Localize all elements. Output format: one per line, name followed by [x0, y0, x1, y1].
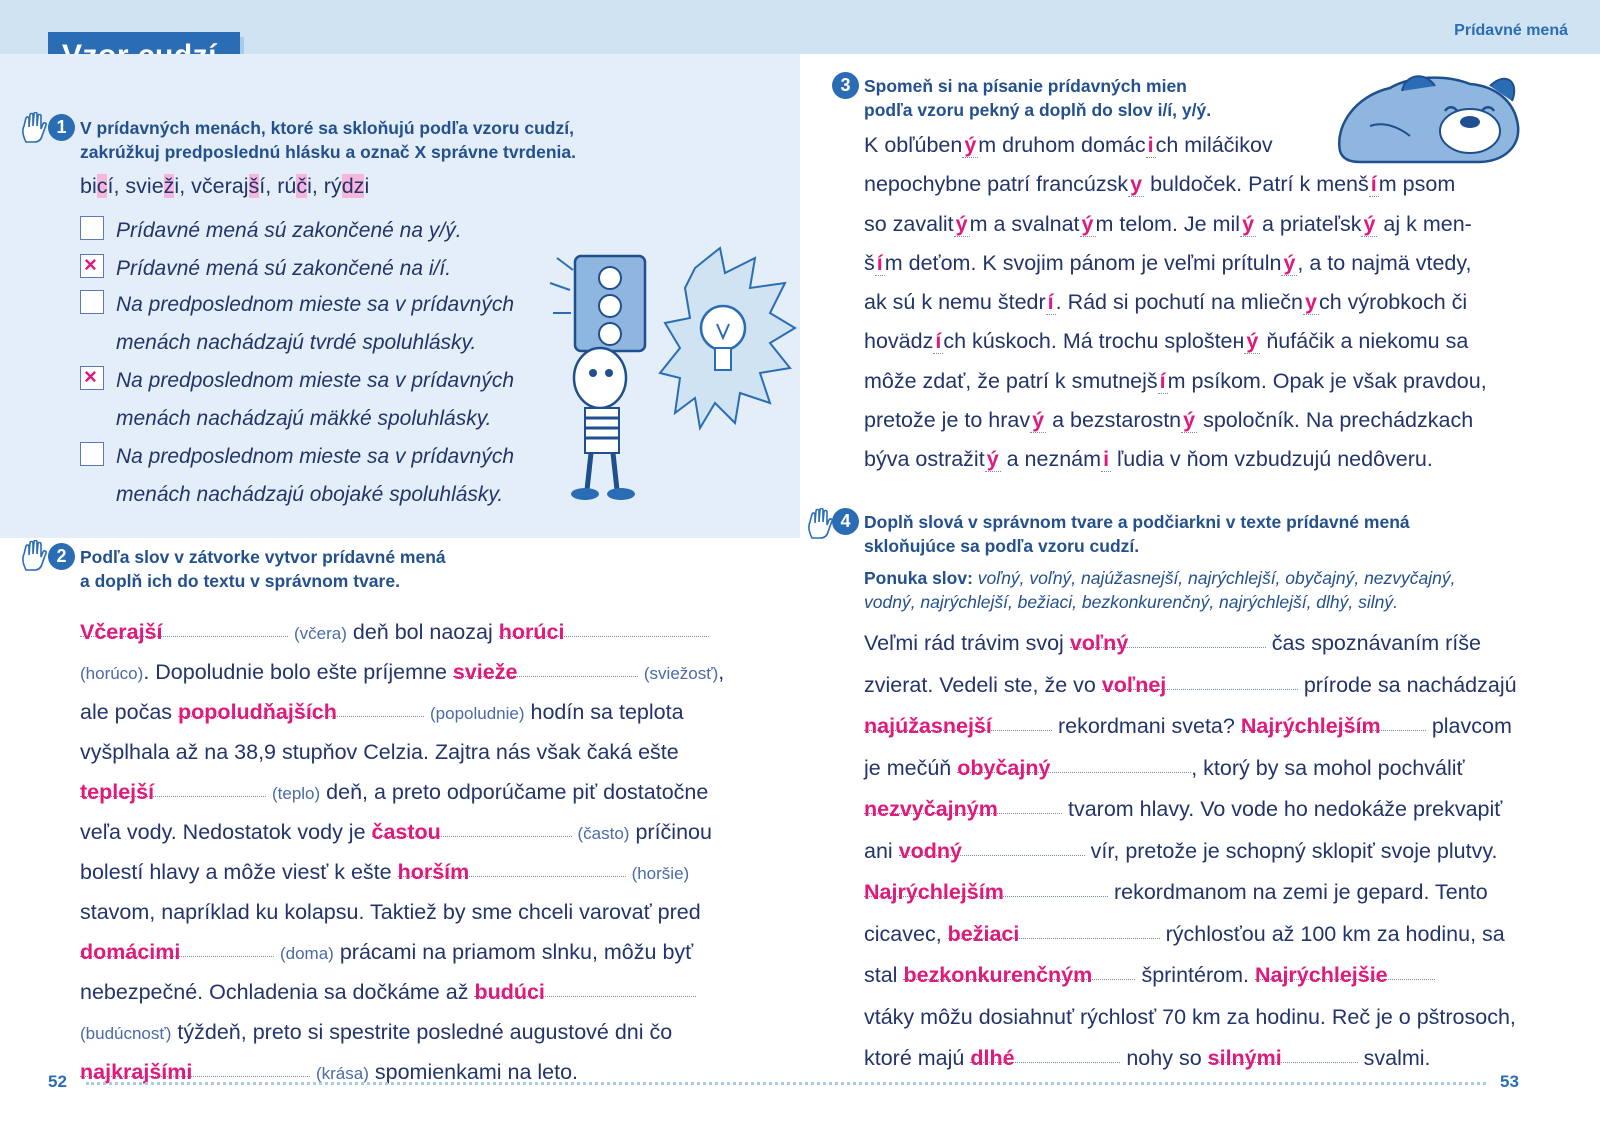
answer: bezkonkurenčným — [903, 963, 1093, 987]
exercise-3-instruction: Spomeň si na písanie prídavných mien podľa vzoru pekný a doplň do slov i/í, y/ý. — [864, 76, 1212, 120]
exercise-4-instruction: Doplň slová v správnom tvare a podčiarkni v texte prídavné mená skloňujúce sa podľa vzoru cudzí. — [864, 512, 1410, 556]
header-band — [0, 0, 1600, 54]
text-segment: aj k men- — [1377, 211, 1472, 236]
answer: najúžasnejší — [864, 714, 992, 738]
text-segment: spoločník. Na prechádzkach — [1197, 408, 1474, 433]
hand-icon — [20, 540, 48, 572]
exercise-2-number: 2 — [48, 543, 75, 570]
text-segment: m deťom. K svojim pánom je veľmi prítuln — [884, 250, 1282, 275]
page-number-right: 53 — [1500, 1072, 1519, 1091]
hand-icon — [806, 508, 834, 540]
text-segment: ak sú k nemu štedr — [864, 290, 1046, 315]
exercise-1-number: 1 — [48, 114, 75, 141]
filled-letter[interactable]: ý — [1283, 250, 1296, 275]
text-segment: ch kúskoch. Má trochu sploštен — [943, 329, 1245, 354]
exercise-2-text: Včerajší (včera) deň bol naozaj horúci (horúco). Dopoludnie bolo ešte príjemne svieže (sviežosť), ale počas popoludňajších (popoludnie) hodín sa teplota vyšplhala až na 38,9 stupňov Celzia. Zajtra nás však čaká ešte teplejší (teplo) deň, a preto odporúčame piť dostatočne veľa vody. Nedostatok vody je častou (často) príčinou bolestí hlavy a môže viesť k ešte horším (horšie) stavom, napríklad ku kolapsu. Taktiež by sme chceli varovať pred domácimi (doma) prácami na priamom slnku, môžu byť nebezpečné. Ochladenia sa dočkáme až budúci (budúcnosť) týždeň, preto si spestrite posledné augustové dni čo najkrajšími (krása) spomienkami na leto. — [80, 612, 724, 1092]
answer: domácimi — [80, 940, 181, 964]
text-line — [864, 126, 1487, 165]
boy-with-lightbulb-illustration — [545, 228, 800, 508]
option-5[interactable]: Na predposlednom mieste sa v prídavných menách nachádzajú obojaké spoluhlásky. — [80, 438, 514, 514]
checkbox[interactable] — [80, 216, 104, 240]
answer: častou — [371, 820, 441, 844]
text-line — [864, 362, 1487, 401]
text-line — [864, 205, 1487, 244]
filled-letter[interactable]: ý — [1032, 408, 1045, 433]
answer: horším — [397, 860, 470, 884]
filled-letter[interactable]: ý — [964, 133, 977, 157]
text-segment: nepochybne patrí francúzsk — [864, 172, 1129, 197]
text-line — [864, 401, 1487, 440]
text-segment: buldoček. Patrí k menš — [1144, 172, 1369, 197]
answer: bežiaci — [947, 921, 1020, 946]
text-line — [864, 283, 1487, 322]
option-4[interactable]: × Na predposlednom mieste sa v prídavných menách nachádzajú mäkké spoluhlásky. — [80, 362, 514, 438]
filled-letter[interactable]: y — [1130, 172, 1143, 197]
text-segment: so zavalit — [864, 211, 954, 236]
text-segment: ľudia v ňom vzbudzujú nedôveru. — [1111, 447, 1433, 472]
answer: voľný — [1069, 631, 1129, 655]
filled-letter[interactable]: í — [935, 329, 942, 354]
answer: teplejší — [80, 780, 155, 804]
filled-letter[interactable]: í — [1370, 172, 1377, 197]
text-segment: môže zdať, že patrí k smutnejš — [864, 368, 1158, 393]
text-segment: m telom. Je mil — [1095, 211, 1241, 236]
answer: dlhé — [970, 1046, 1015, 1070]
answer: voľnej — [1101, 672, 1167, 697]
text-segment: ch výrobkoch či — [1318, 290, 1468, 315]
filled-letter[interactable]: í — [1047, 290, 1054, 315]
text-segment: , a to najmä vtedy, — [1297, 250, 1472, 275]
word-bank: Ponuka slov: voľný, voľný, najúžasnejší, najrýchlejší, obyčajný, nezvyčajný, vodný, najrýchlejší, bežiaci, bezkonkurenčný, najrýchlejší, dlhý, silný. — [864, 568, 1456, 612]
filled-letter[interactable]: ý — [1183, 408, 1196, 433]
text-segment: hovädz — [864, 329, 934, 354]
text-segment: býva ostražit — [864, 447, 985, 472]
filled-letter[interactable]: ý — [986, 447, 999, 472]
filled-letter[interactable]: ý — [1363, 211, 1376, 236]
checkbox-checked[interactable]: × — [80, 366, 104, 390]
option-1[interactable]: Prídavné mená sú zakončené na y/ý. — [80, 212, 462, 250]
option-2[interactable]: × Prídavné mená sú zakončené na i/í. — [80, 250, 451, 288]
hand-icon — [20, 112, 48, 144]
option-3[interactable]: Na predposlednom mieste sa v prídavných menách nachádzajú tvrdé spoluhlásky. — [80, 286, 514, 362]
text-segment: m a svalnat — [969, 211, 1080, 236]
exercise-3-text — [864, 126, 1487, 480]
footer-dotted-line — [86, 1082, 1486, 1085]
exercise-1-instruction: V prídavných menách, ktoré sa skloňujú podľa vzoru cudzí, zakrúžkuj predposlednú hlásku a označ X správne tvrdenia. — [80, 118, 576, 162]
answer: nezvyčajným — [864, 797, 998, 821]
filled-letter[interactable]: i — [1147, 133, 1154, 157]
text-segment: K obľúben — [864, 133, 963, 157]
checkbox-checked[interactable]: × — [80, 254, 104, 278]
filled-letter[interactable]: ý — [955, 211, 968, 236]
checkbox[interactable] — [80, 442, 104, 466]
text-segment: a bezstarostn — [1046, 408, 1182, 433]
filled-letter[interactable]: ý — [1246, 329, 1259, 354]
text-line — [864, 322, 1487, 361]
text-segment: ch miláčikov — [1155, 133, 1273, 157]
text-segment: m psom — [1378, 172, 1456, 197]
answer: budúci — [474, 980, 545, 1004]
exercise-2-instruction: Podľa slov v zátvorke vytvor prídavné mená a doplň ich do textu v správnom tvare. — [80, 547, 446, 591]
answer: Najrýchlejším — [1240, 714, 1381, 738]
answer: Včerajší — [80, 620, 163, 644]
answer: vodný — [898, 838, 963, 863]
exercise-4-text: Veľmi rád trávim svoj voľný čas spoznávaním ríše zvierat. Vedeli ste, že vo voľnej prírode sa nachádzajú najúžasnejší rekordmani sveta? Najrýchlejším plavcom je mečúň obyčajný , ktorý by sa mohol pochváliť nezvyčajným tvarom hlavy. Vo vode ho nedokáže prekvapiť ani vodný vír, pretože je schopný sklopiť svoje plutvy. Najrýchlejším rekordmanom na zemi je gepard. Tento cicavec, bežiaci rýchlosťou až 100 km za hodinu, sa stal bezkonkurenčným šprintérom. Najrýchlejšie vtáky môžu dosiahnuť rýchlosť 70 km za hodinu. Reč je o pštrosoch, ktoré majú dlhé nohy so silnými svalmi. — [864, 623, 1564, 1080]
answer: obyčajný — [957, 755, 1051, 780]
answer: horúci — [498, 620, 565, 644]
filled-letter[interactable]: ý — [1081, 211, 1094, 236]
exercise-4-number: 4 — [832, 508, 859, 535]
text-line — [864, 440, 1487, 479]
text-segment: š — [864, 250, 875, 275]
text-segment: m psíkom. Opak je však pravdou, — [1167, 368, 1487, 393]
answer: silnými — [1207, 1046, 1282, 1070]
answer: Najrýchlejším — [864, 880, 1004, 904]
filled-letter[interactable]: ý — [1242, 211, 1255, 236]
answer: najkrajšími — [80, 1060, 193, 1084]
text-segment: . Rád si pochutí na mliečn — [1055, 290, 1304, 315]
exercise-3-number: 3 — [832, 72, 859, 99]
filled-letter[interactable]: i — [1103, 447, 1110, 472]
text-segment: pretože je to hrav — [864, 408, 1031, 433]
filled-letter[interactable]: í — [876, 250, 883, 275]
exercise-1-words: bicí, svieži, včerajší, rúči, rýdzi — [80, 174, 370, 198]
text-segment: a neznám — [1000, 447, 1102, 472]
filled-letter[interactable]: í — [1159, 368, 1166, 393]
filled-letter[interactable]: y — [1305, 290, 1317, 315]
answer: popoludňajších — [178, 700, 337, 724]
text-segment: m druhom domác — [978, 133, 1146, 157]
text-segment: ňufáčik a niekomu sa — [1260, 329, 1469, 354]
section-label: Prídavné mená — [1454, 22, 1568, 39]
text-line — [864, 244, 1487, 283]
page-number-left: 52 — [48, 1072, 67, 1091]
checkbox[interactable] — [80, 290, 104, 314]
answer: Najrýchlejšie — [1254, 963, 1388, 987]
text-line — [864, 165, 1487, 204]
answer: svieže — [452, 660, 518, 684]
text-segment: a priateľsk — [1256, 211, 1362, 236]
